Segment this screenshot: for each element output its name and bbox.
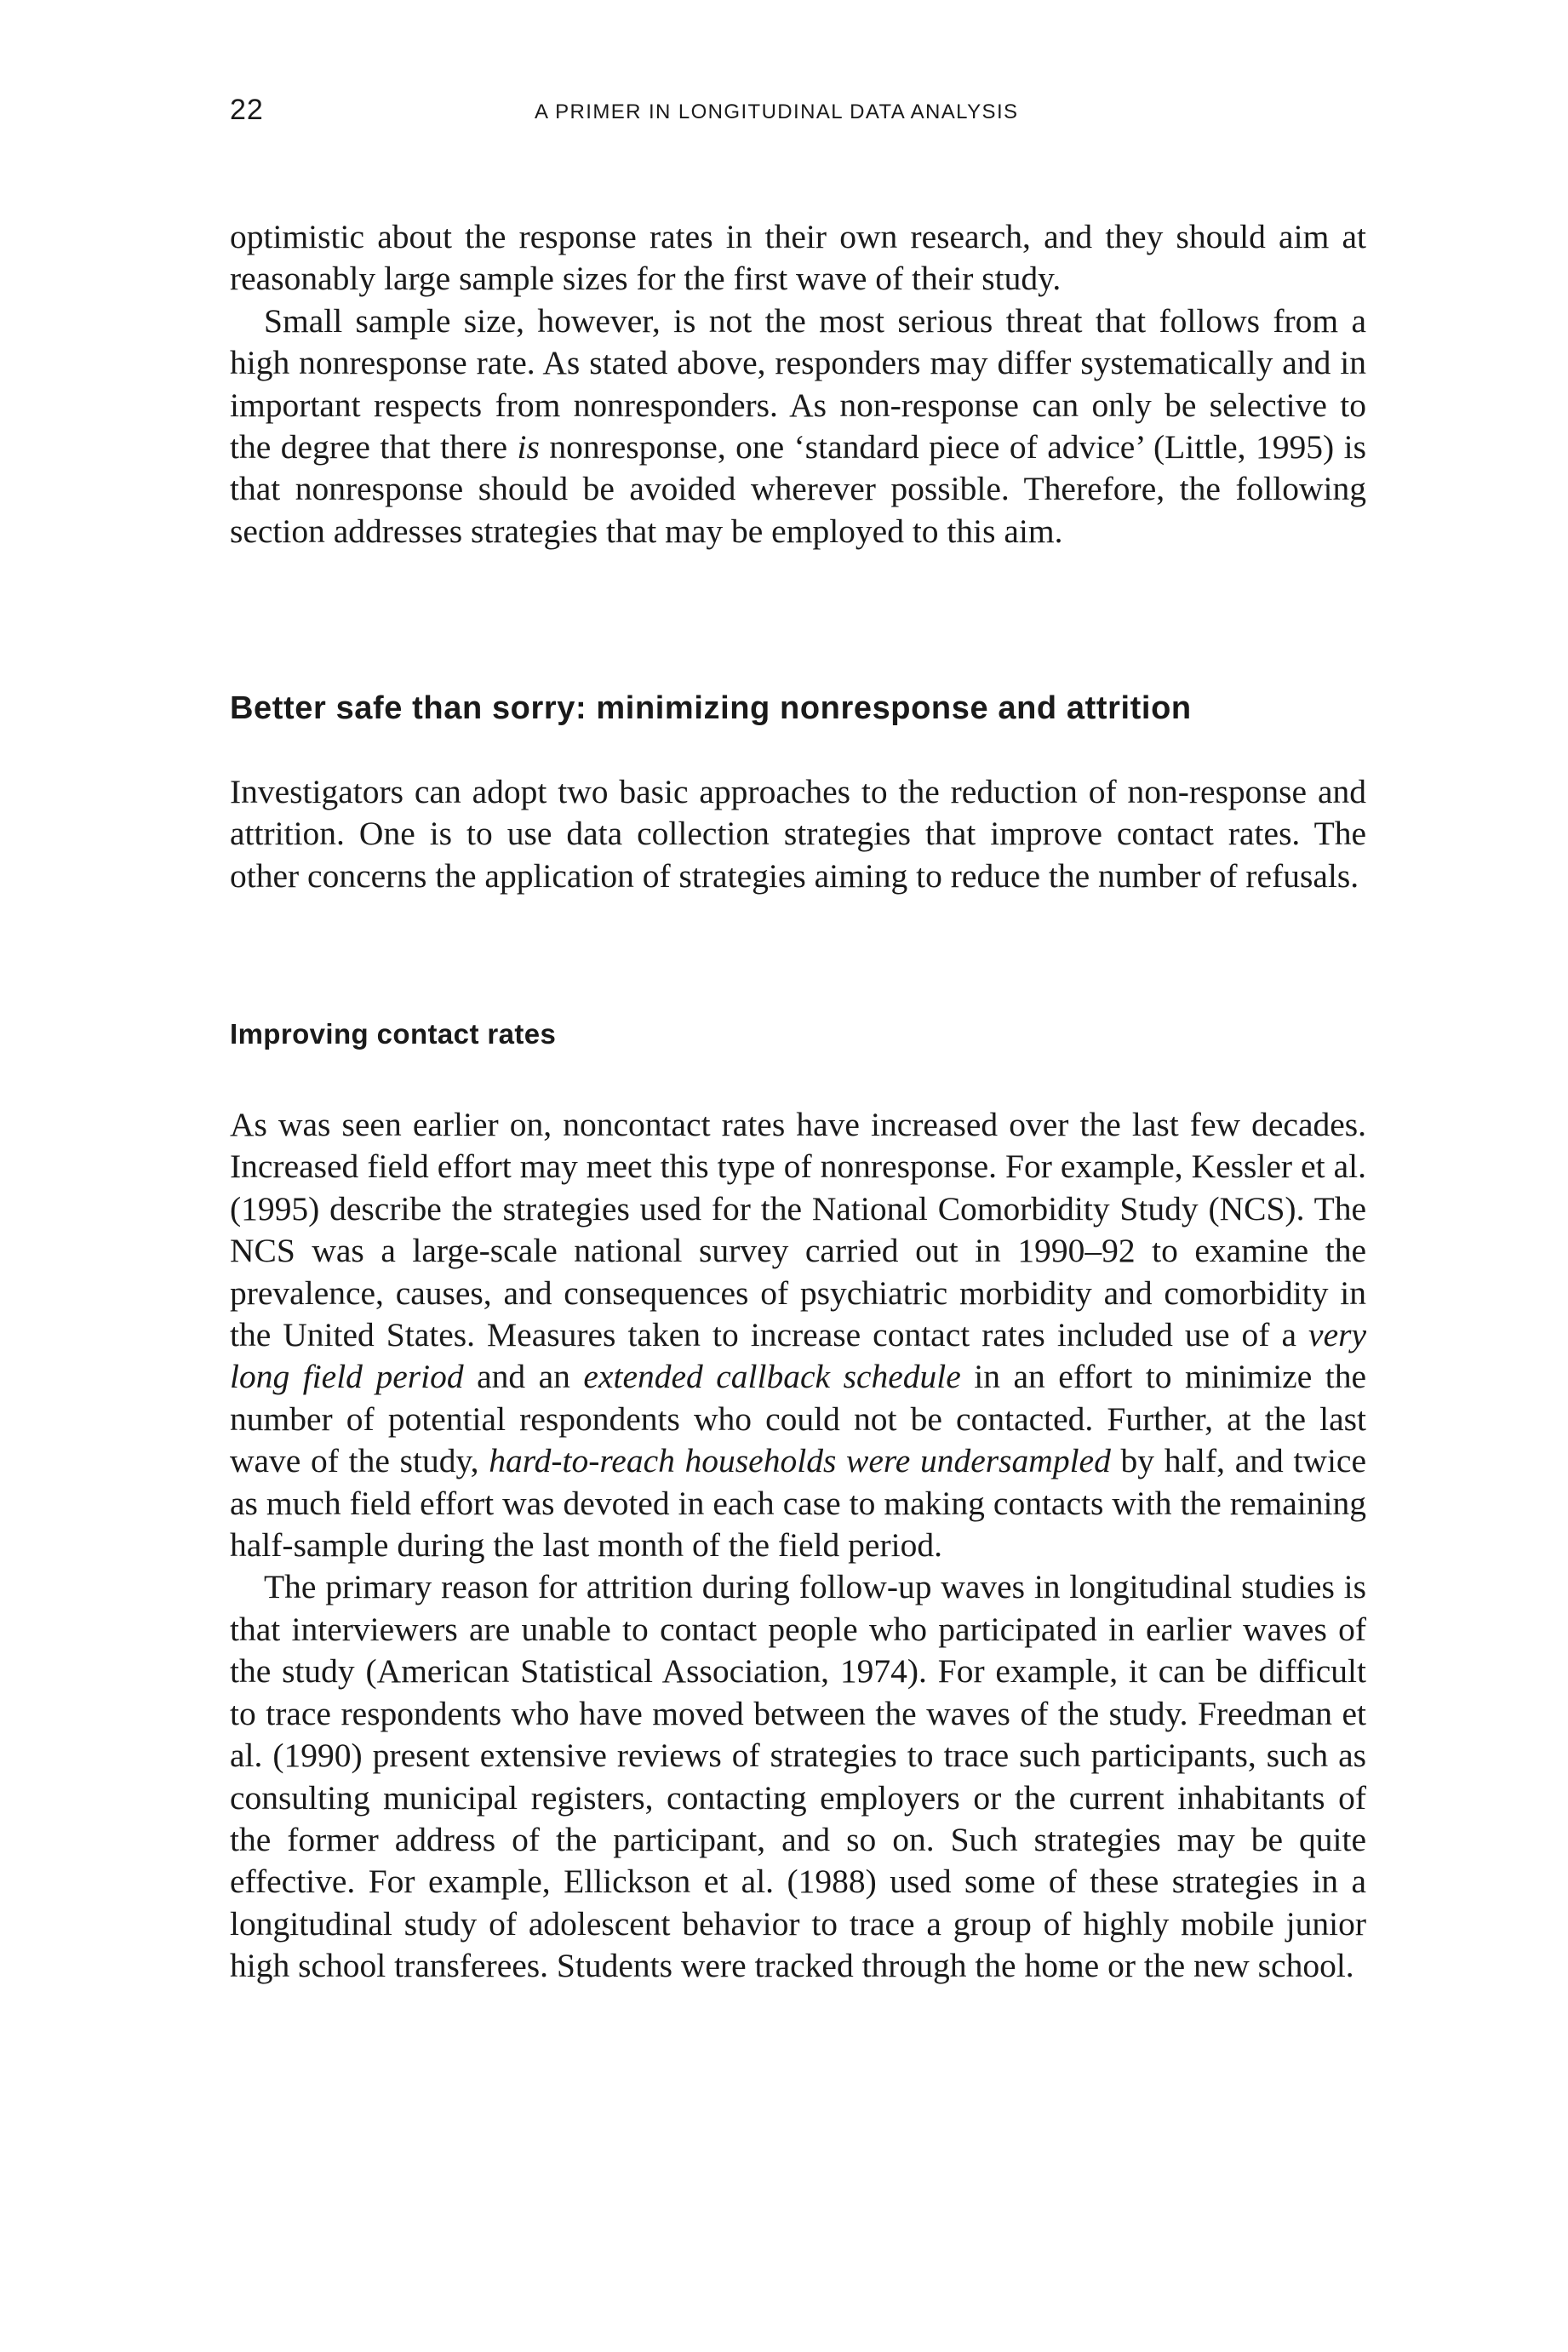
emphasis: hard-to-reach households were undersampled xyxy=(489,1442,1111,1480)
text-run: nonresponse, one ‘standard piece of advice’ (Little, 1995) is that nonresponse should be avoided wherever possible. Therefore, the following section addresses strategies that may be employed to this aim. xyxy=(230,428,1366,550)
paragraph: The primary reason for attrition during follow-up waves in longitudinal studies is that interviewers are unable to contact people who participated in earlier waves of the study (American Statistical Association, 1974). For example, it can be difficult to trace respondents who have moved between the waves of the study. Freedman et al. (1990) present extensive reviews of strategies to trace such participants, such as consulting municipal registers, contacting employers or the current inhabitants of the former address of the participant, and so on. Such strategies may be quite effective. For example, Ellickson et al. (1988) used some of these strategies in a longitudinal study of adolescent behavior to trace a group of highly mobile junior high school transferees. Students were tracked through the home or the new school. xyxy=(230,1568,1366,1985)
section-intro-text xyxy=(230,216,1366,552)
text-run: in an effort to minimize the number of potential respondents who could not be contacted. Further, at the last wave of the study, xyxy=(230,1358,1366,1480)
emphasis: is xyxy=(517,428,540,466)
emphasis: very long field period xyxy=(230,1316,1366,1396)
paragraph: optimistic about the response rates in their own research, and they should aim at reasonably large sample sizes for the first wave of their study. xyxy=(230,218,1366,298)
subsection-body-text xyxy=(230,1104,1366,1988)
section-body-text xyxy=(230,771,1366,897)
emphasis: extended callback schedule xyxy=(583,1358,961,1396)
text-run: As was seen earlier on, noncontact rates have increased over the last few decades. Increased field effort may meet this type of nonresponse. For example, Kessler et al. (1995) describe the strategies used for the National Comorbidity Study (NCS). The NCS was a large-scale national survey carried out in 1990–92 to examine the prevalence, causes, and consequences of psychiatric morbidity and comorbidity in the United States. Measures taken to increase contact rates included use of a xyxy=(230,1106,1366,1354)
paragraph xyxy=(230,1104,1366,1566)
running-head xyxy=(230,94,1405,145)
subsection-heading: Improving contact rates xyxy=(230,1018,557,1050)
paragraph xyxy=(230,300,1366,552)
text-run: Small sample size, however, is not the most serious threat that follows from a high nonresponse rate. As stated above, responders may differ systematically and in important respects from nonresponders. As non-response can only be selective to the degree that there xyxy=(230,301,1366,466)
running-title: A PRIMER IN LONGITUDINAL DATA ANALYSIS xyxy=(535,100,1019,123)
text-run: by half, and twice as much field effort was devoted in each case to making contacts with the remaining half-sample during the last month of the field period. xyxy=(230,1442,1366,1565)
section-heading: Better safe than sorry: minimizing nonresponse and attrition xyxy=(230,690,1192,726)
paragraph: Investigators can adopt two basic approaches to the reduction of non-response and attrition. One is to use data collection strategies that improve contact rates. The other concerns the application of strategies aiming to reduce the number of refusals. xyxy=(230,773,1366,895)
text-run: and an xyxy=(463,1358,584,1396)
page-number: 22 xyxy=(230,94,264,126)
